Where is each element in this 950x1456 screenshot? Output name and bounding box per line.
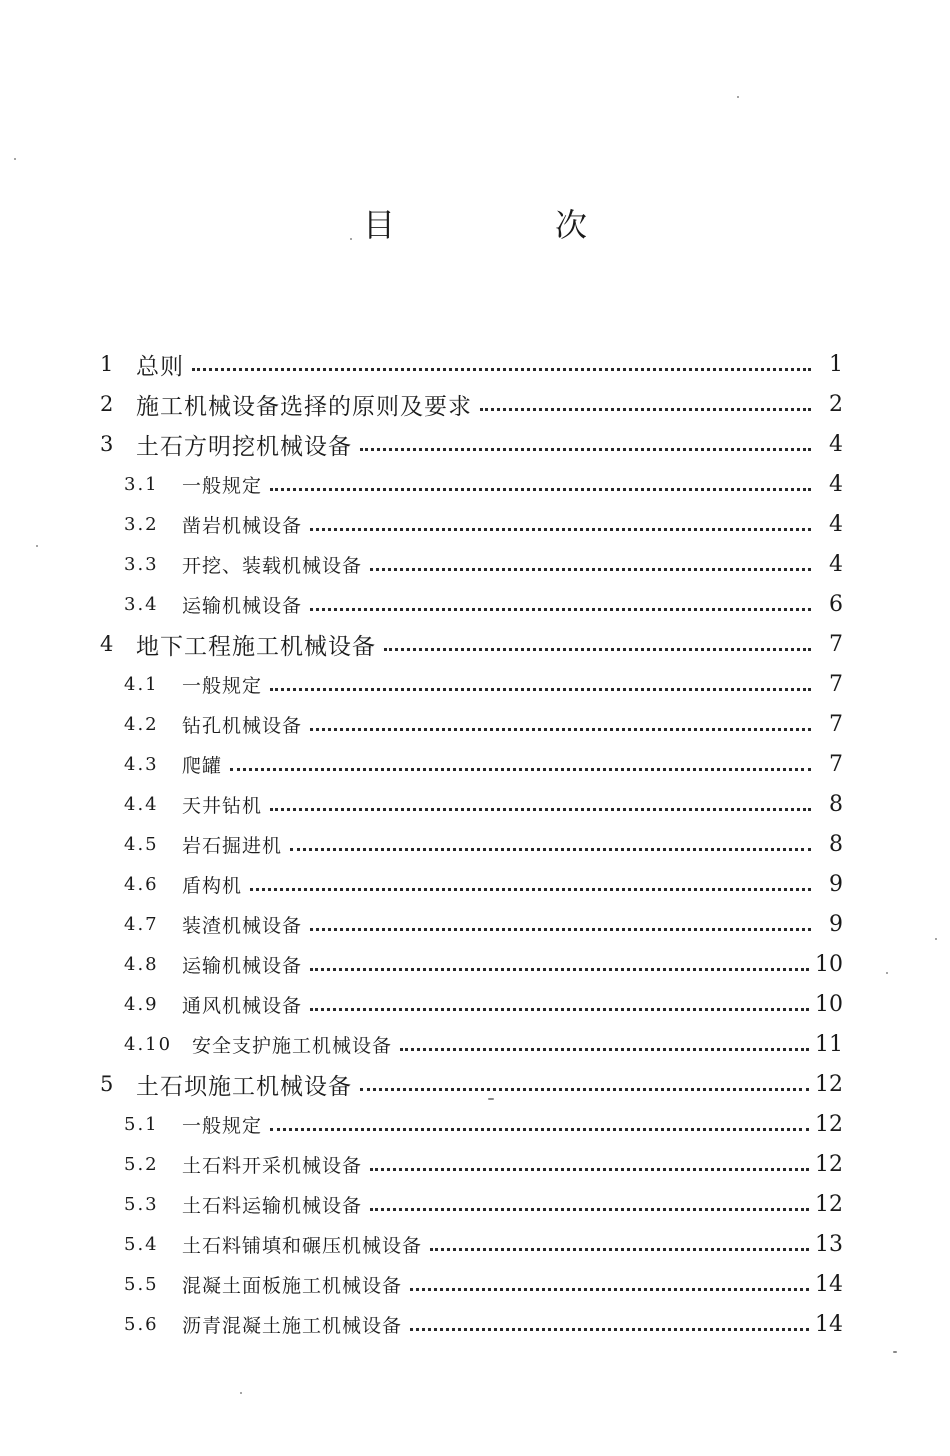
toc-entry-label: 岩石掘进机 — [182, 834, 283, 857]
dot-leader — [310, 922, 811, 931]
toc-entry-number: 4.6 — [124, 873, 159, 895]
toc-entry-number: 4.10 — [124, 1033, 173, 1055]
scan-speck — [893, 1351, 897, 1353]
toc-entry-number: 4 — [100, 632, 114, 656]
toc-entry-page: 7 — [829, 751, 843, 777]
toc-entry-number: 3 — [100, 432, 114, 456]
dot-leader — [370, 1162, 809, 1171]
toc-entry-label: 开挖、装载机械设备 — [182, 554, 363, 577]
dot-leader — [400, 1042, 809, 1051]
dot-leader — [480, 402, 811, 411]
dot-leader — [370, 1202, 809, 1211]
toc-entry-page: 4 — [829, 551, 843, 577]
toc-entry-label: 运输机械设备 — [182, 954, 303, 977]
toc-entry-label: 总则 — [136, 353, 184, 380]
toc-subentry[interactable] — [98, 544, 843, 584]
toc-entry-label: 土石料运输机械设备 — [182, 1194, 363, 1217]
toc-entry-page: 4 — [829, 511, 843, 537]
toc-entry-page: 8 — [829, 831, 843, 857]
toc-entry-number: 3.2 — [124, 513, 159, 535]
toc-entry-label: 一般规定 — [182, 1114, 263, 1137]
toc-entry-number: 3.4 — [124, 593, 159, 615]
toc-entry-page: 12 — [815, 1151, 843, 1177]
toc-entry[interactable] — [98, 384, 843, 424]
toc-entry-label: 钻孔机械设备 — [182, 714, 303, 737]
toc-entry-label: 沥青混凝土施工机械设备 — [182, 1314, 403, 1337]
toc-entry-label: 运输机械设备 — [182, 594, 303, 617]
toc-entry-number: 4.3 — [124, 753, 159, 775]
toc-subentry[interactable] — [98, 1224, 843, 1264]
toc-entry-number: 3.1 — [124, 473, 159, 495]
dot-leader — [192, 362, 811, 371]
dot-leader — [310, 522, 811, 531]
toc-subentry[interactable] — [98, 664, 843, 704]
toc-entry-label: 土石料开采机械设备 — [182, 1154, 363, 1177]
toc-subentry[interactable] — [98, 784, 843, 824]
toc-entry[interactable] — [98, 1064, 843, 1104]
scan-speck — [240, 1392, 242, 1394]
toc-entry-number: 5.1 — [124, 1113, 159, 1135]
toc-entry-number: 4.1 — [124, 673, 159, 695]
toc-entry-page: 11 — [815, 1031, 843, 1057]
toc-subentry[interactable] — [98, 1184, 843, 1224]
scan-speck — [14, 158, 16, 160]
toc-entry-number: 5.3 — [124, 1193, 159, 1215]
toc-entry-number: 5.2 — [124, 1153, 159, 1175]
scan-speck — [737, 96, 739, 98]
toc-entry-number: 4.2 — [124, 713, 159, 735]
toc-entry-label: 施工机械设备选择的原则及要求 — [136, 393, 472, 420]
dot-leader — [310, 1002, 809, 1011]
toc-entry-label: 天井钻机 — [182, 794, 263, 817]
toc-entry[interactable] — [98, 344, 843, 384]
toc-entry-label: 爬罐 — [182, 754, 223, 777]
toc-entry-number: 2 — [100, 392, 114, 416]
scan-speck — [886, 972, 888, 974]
dot-leader — [270, 1122, 809, 1131]
toc-entry-page: 4 — [829, 471, 843, 497]
dot-leader — [270, 482, 811, 491]
toc-entry-label: 一般规定 — [182, 674, 263, 697]
toc-entry-number: 5.4 — [124, 1233, 159, 1255]
scan-speck — [350, 238, 352, 240]
toc-entry-page: 12 — [815, 1191, 843, 1217]
toc-entry-page: 9 — [829, 871, 843, 897]
toc-entry-number: 5.6 — [124, 1313, 159, 1335]
toc-entry-page: 14 — [815, 1271, 843, 1297]
toc-entry-page: 13 — [815, 1231, 843, 1257]
toc-entry-page: 1 — [829, 351, 843, 377]
toc-subentry[interactable] — [98, 704, 843, 744]
toc-entry-number: 4.7 — [124, 913, 159, 935]
toc-subentry[interactable] — [98, 944, 843, 984]
toc-entry[interactable] — [98, 624, 843, 664]
toc-entry-label: 安全支护施工机械设备 — [192, 1034, 393, 1057]
toc-entry-page: 2 — [829, 391, 843, 417]
dot-leader — [310, 962, 809, 971]
dot-leader — [310, 722, 811, 731]
scan-speck — [488, 1098, 494, 1100]
scan-speck — [36, 545, 38, 547]
toc-entry-label: 通风机械设备 — [182, 994, 303, 1017]
toc-entry-page: 10 — [815, 951, 843, 977]
dot-leader — [360, 442, 811, 451]
dot-leader — [230, 762, 811, 771]
dot-leader — [430, 1242, 809, 1251]
toc-entry-page: 14 — [815, 1311, 843, 1337]
toc-subentry[interactable] — [98, 1144, 843, 1184]
dot-leader — [410, 1322, 809, 1331]
toc-entry-page: 7 — [829, 671, 843, 697]
dot-leader — [270, 802, 811, 811]
toc-entry-number: 1 — [100, 352, 114, 376]
toc-entry-number: 4.5 — [124, 833, 159, 855]
toc-subentry[interactable] — [98, 1104, 843, 1144]
toc-entry-number: 4.8 — [124, 953, 159, 975]
dot-leader — [370, 562, 811, 571]
toc-entry-number: 4.4 — [124, 793, 159, 815]
toc-subentry[interactable] — [98, 504, 843, 544]
toc-entry-page: 8 — [829, 791, 843, 817]
toc-subentry[interactable] — [98, 1264, 843, 1304]
page-title: 目 次 — [362, 206, 651, 244]
toc-subentry[interactable] — [98, 904, 843, 944]
toc-entry-page: 12 — [815, 1111, 843, 1137]
toc-subentry[interactable] — [98, 864, 843, 904]
toc-entry-label: 盾构机 — [182, 874, 243, 897]
toc-entry-number: 5 — [100, 1072, 114, 1096]
dot-leader — [410, 1282, 809, 1291]
toc-entry-number: 4.9 — [124, 993, 159, 1015]
dot-leader — [270, 682, 811, 691]
toc-entry-label: 土石料铺填和碾压机械设备 — [182, 1234, 423, 1257]
dot-leader — [290, 842, 811, 851]
scan-speck — [935, 938, 937, 940]
toc-entry-page: 7 — [829, 631, 843, 657]
toc-entry-page: 9 — [829, 911, 843, 937]
dot-leader — [250, 882, 811, 891]
toc-entry-label: 地下工程施工机械设备 — [136, 633, 376, 660]
toc-subentry[interactable] — [98, 744, 843, 784]
toc-entry-page: 4 — [829, 431, 843, 457]
toc-entry-page: 7 — [829, 711, 843, 737]
toc-entry-label: 装渣机械设备 — [182, 914, 303, 937]
toc-entry-label: 一般规定 — [182, 474, 263, 497]
toc-subentry[interactable] — [98, 584, 843, 624]
toc-entry-label: 土石方明挖机械设备 — [136, 433, 352, 460]
toc-entry-page: 12 — [815, 1071, 843, 1097]
toc-entry-page: 6 — [829, 591, 843, 617]
toc-entry-label: 混凝土面板施工机械设备 — [182, 1274, 403, 1297]
dot-leader — [384, 642, 811, 651]
dot-leader — [310, 602, 811, 611]
toc-entry-label: 凿岩机械设备 — [182, 514, 303, 537]
toc-entry-number: 3.3 — [124, 553, 159, 575]
toc-entry-label: 土石坝施工机械设备 — [136, 1073, 352, 1100]
toc-entry-page: 10 — [815, 991, 843, 1017]
table-of-contents — [98, 344, 843, 1344]
toc-subentry[interactable] — [98, 1304, 843, 1344]
toc-subentry[interactable] — [98, 464, 843, 504]
toc-entry-number: 5.5 — [124, 1273, 159, 1295]
toc-subentry[interactable] — [98, 1024, 843, 1064]
toc-subentry[interactable] — [98, 824, 843, 864]
toc-subentry[interactable] — [98, 984, 843, 1024]
toc-entry[interactable] — [98, 424, 843, 464]
dot-leader — [360, 1082, 809, 1091]
